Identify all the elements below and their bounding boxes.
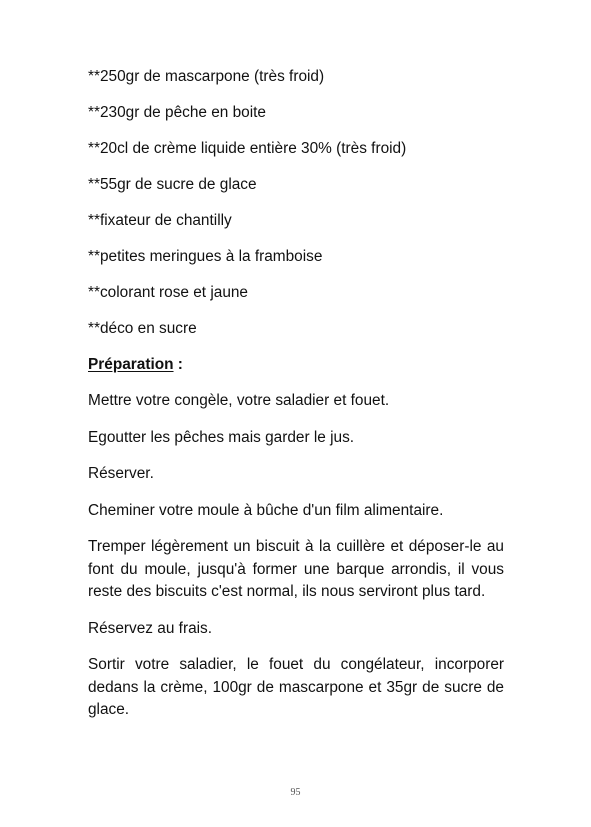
ingredient-item: **petites meringues à la framboise: [88, 248, 323, 265]
preparation-step: Egoutter les pêches mais garder le jus.: [88, 428, 355, 446]
ingredient-item: **250gr de mascarpone (très froid): [88, 68, 325, 85]
preparation-step: Sortir votre saladier, le fouet du congélateur, incorporer dedans la crème, 100gr de mascarpone et 35gr de sucre de glace.: [88, 656, 504, 718]
ingredient-item: **55gr de sucre de glace: [88, 176, 257, 193]
preparation-heading: [88, 354, 504, 376]
ingredient-item: **fixateur de chantilly: [88, 212, 232, 229]
preparation-step: Tremper légèrement un biscuit à la cuillère et déposer-le au font du moule, jusqu'à former une barque arrondis, il vous reste des biscuits c'est normal, ils nous serviront plus tard.: [88, 538, 504, 600]
page-number: 95: [290, 787, 301, 798]
recipe-content: [88, 66, 504, 736]
ingredient-item: **230gr de pêche en boite: [88, 104, 266, 121]
preparation-step: Réservez au frais.: [88, 619, 213, 637]
preparation-step: Réserver.: [88, 465, 154, 482]
ingredient-item: **colorant rose et jaune: [88, 284, 248, 301]
preparation-step: Mettre votre congèle, votre saladier et fouet.: [88, 392, 390, 409]
preparation-title: Préparation: [88, 356, 174, 373]
ingredient-item: **déco en sucre: [88, 320, 197, 337]
preparation-title-suffix: :: [173, 356, 183, 373]
ingredient-item: **20cl de crème liquide entière 30% (très froid): [88, 140, 407, 157]
preparation-step: Cheminer votre moule à bûche d'un film alimentaire.: [88, 501, 444, 519]
